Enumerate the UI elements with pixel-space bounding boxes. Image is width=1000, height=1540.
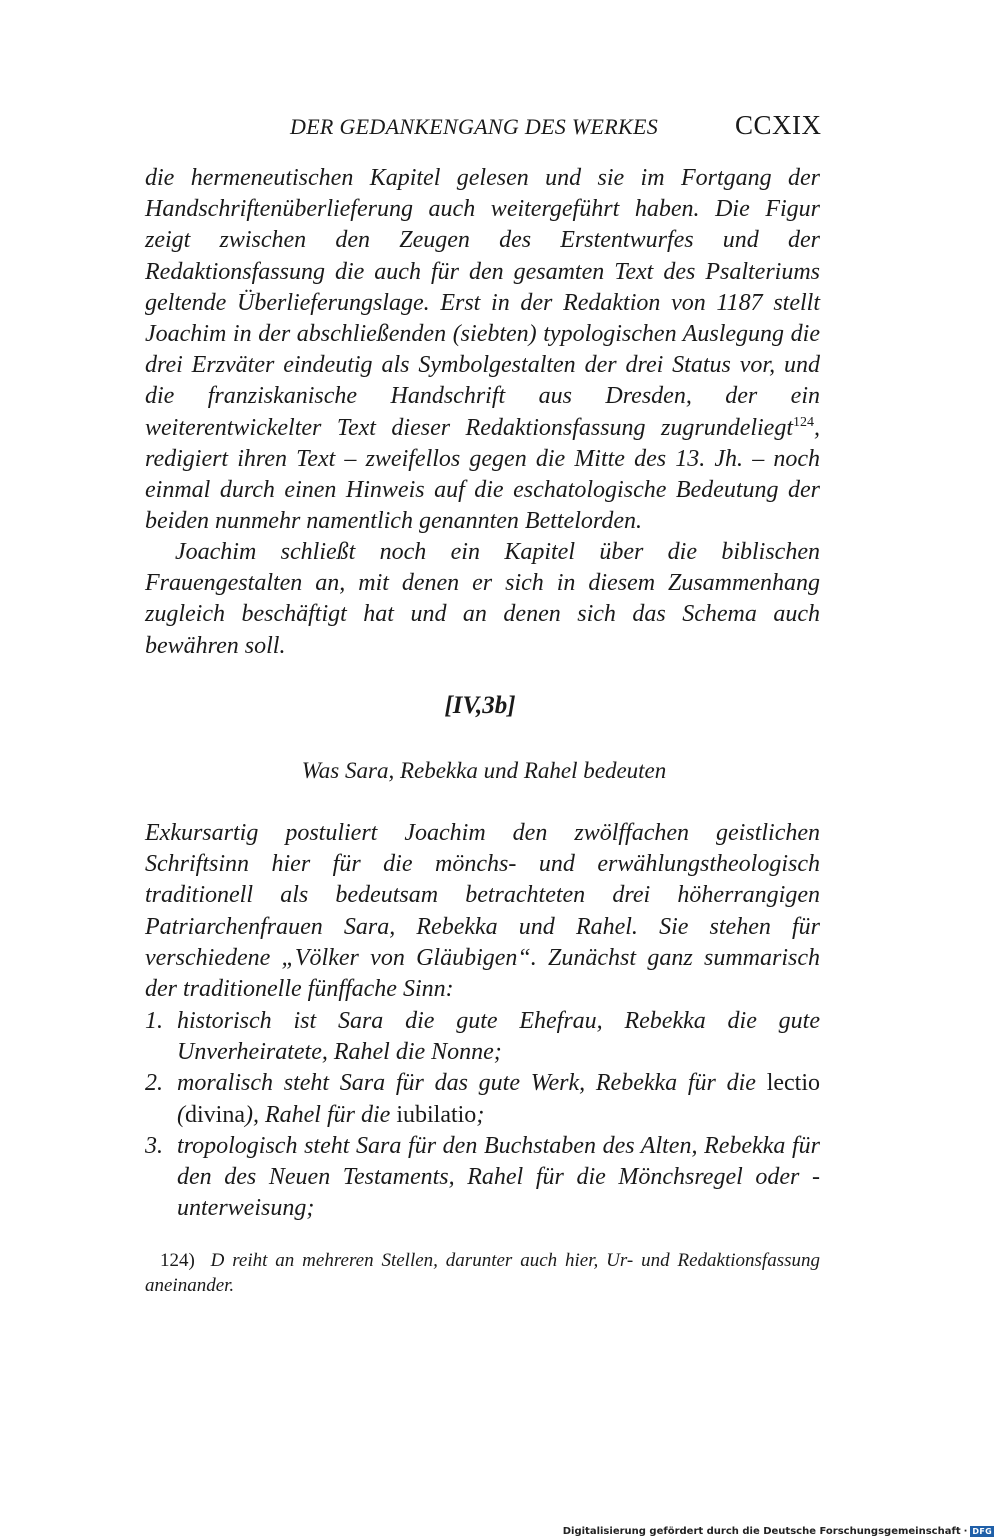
body-paragraph-1 [145, 163, 820, 537]
list-item-text: ), Rahel für die [245, 1101, 397, 1128]
list-item [145, 1006, 820, 1068]
running-title: DER GEDANKENGANG DES WERKES [290, 114, 659, 139]
latin-term-divina: divina [185, 1101, 245, 1128]
list-item-text: historisch ist Sara die gute Ehefrau, Rebekka die gute Unverheiratete, Rahel die Nonne; [177, 1008, 820, 1066]
list-item-number: 1. [145, 1008, 163, 1034]
body-paragraph-2: Joachim schließt noch ein Kapitel über die biblischen Frauengestalten an, mit denen er sich in diesem Zusammenhang zugleich beschäftigt hat und an denen sich das Schema auch bewähren soll. [145, 539, 820, 659]
list-item-number: 2. [145, 1070, 163, 1097]
list-item [145, 1068, 820, 1130]
list-item-number: 3. [145, 1132, 163, 1159]
numbered-list [145, 1006, 820, 1224]
section-title: Was Sara, Rebekka und Rahel bedeuten [301, 758, 667, 783]
list-item-text: tropologisch steht Sara für den Buchstaben des Alten, Rebekka für den des Neuen Testaments, Rahel für die Mönchsregel oder -unterweisung; [177, 1132, 820, 1222]
latin-term-iubilatio: iubilatio [396, 1101, 477, 1128]
list-item-text: moralisch steht Sara für das gute Werk, Rebekka für die [177, 1070, 767, 1097]
list-item [145, 1131, 820, 1225]
funding-note: Digitalisierung gefördert durch die Deutsche Forschungsgemeinschaft [562, 1526, 961, 1537]
page-number: CCXIX [735, 110, 822, 140]
footnote-reference[interactable]: 124 [793, 414, 814, 430]
footnote [145, 1248, 820, 1298]
separator-dot: · [963, 1526, 968, 1537]
latin-term-lectio: lectio [766, 1070, 820, 1097]
body-paragraph-3: Exkursartig postuliert Joachim den zwölffachen geistlichen Schriftsinn hier für die mönchs- und erwählungstheologisch traditionell als bedeutsam betrachteten drei höherrangigen Patriarchenfrauen Sara, Rebekka und Rahel. Sie stehen für verschiedene „Völker von Gläubigen“. Zunächst ganz summarisch der traditionelle fünffache Sinn: [145, 820, 820, 1003]
digitization-credit [563, 1526, 994, 1537]
list-item-text: ; [476, 1101, 485, 1128]
paragraph-1-text-continued: , redigiert ihren Text – zweifellos gegen die Mitte des 13. Jh. – noch einmal durch einen Hinweis auf die eschatologische Bedeutung der beiden nunmehr namentlich genannten Bettelorden. [145, 414, 820, 535]
footnote-number: 124) [160, 1250, 195, 1271]
section-number: [IV,3b] [444, 692, 516, 719]
list-item-text: ( [177, 1101, 185, 1128]
dfg-logo: DFG [972, 1527, 992, 1536]
footnote-text: D reiht an mehreren Stellen, darunter auch hier, Ur- und Redaktionsfassung aneinander. [145, 1250, 820, 1296]
paragraph-1-text: die hermeneutischen Kapitel gelesen und sie im Fortgang der Handschriftenüberlieferung auch weitergeführt haben. Die Figur zeigt zwischen den Zeugen des Erstentwurfes und der Redaktionsfassung die auch für den gesamten Text des Psalteriums geltende Überlieferungslage. Erst in der Redaktion von 1187 stellt Joachim in der abschließenden (siebten) typologischen Auslegung die drei Erzväter eindeutig als Symbolgestalten der drei Status vor, und die franziskanische Handschrift aus Dresden, der ein weiterentwickelter Text dieser Redaktionsfassung zugrundeliegt [145, 165, 820, 441]
